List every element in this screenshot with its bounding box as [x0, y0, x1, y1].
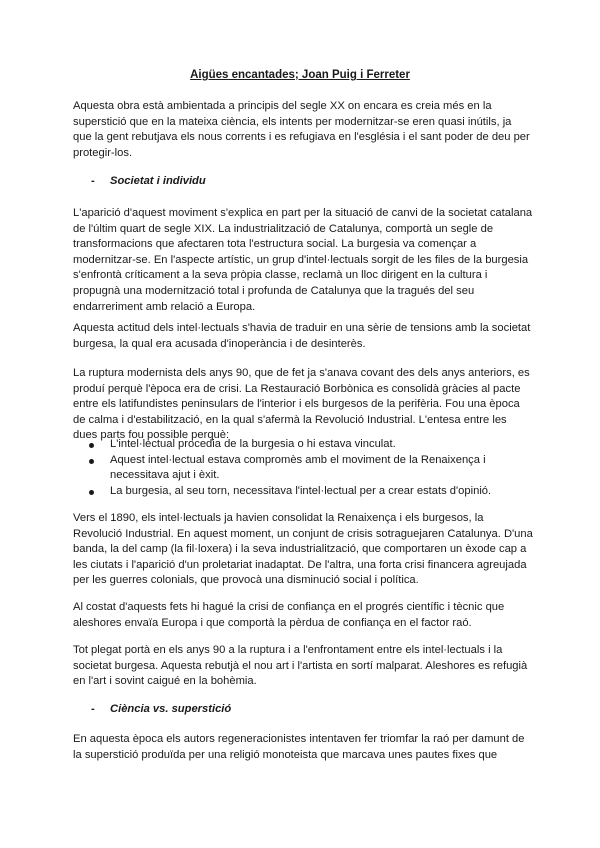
bullet-icon: [89, 490, 94, 495]
paragraph: Aquesta actitud dels intel·lectuals s'havia de traduir en una sèrie de tensions amb la societat burgesa, la qual era acusada d'inoperància i de desinterès.: [73, 322, 531, 350]
list-item: La burgesia, al seu torn, necessitava l'intel·lectual per a crear estats d'opinió.: [73, 484, 533, 500]
paragraph: Vers el 1890, els intel·lectuals ja havien consolidat la Renaixença i els burgesos, la Revolució Industrial. En aquest moment, un conjunt de crisis sotraguejaren Catalunya. D'una banda, la del camp (la fil·loxera) i la seva industrialització, que comportaren un èxode cap a les ciutats i l'aparició d'un proletariat inadaptat. De l'altra, una forta crisi financera agreujada per les guerres colonials, que provocà una disminució social i política.: [73, 512, 533, 587]
paragraph: L'aparició d'aquest moviment s'explica en part per la situació de canvi de la societat catalana de l'últim quart de segle XIX. La industrialització de Catalunya, comportà un segle de transformacions que afectaren tota l'estructura social. La burgesia va començar a modernitzar-se. En l'aspecte artístic, un grup d'intel·lectuals sorgit de les files de la burgesia s'enfrontà críticament a la seva pròpia classe, reclamà un lloc dirigent en la cultura i propugnà una modernització total i profunda de Catalunya que la tragués del seu endarreriment amb relació a Europa.: [73, 207, 533, 313]
document-title: Aigües encantades; Joan Puig i Ferreter: [190, 69, 410, 81]
bullet-icon: [89, 459, 94, 464]
section-dash: -: [91, 175, 95, 187]
bullet-icon: [89, 443, 94, 448]
paragraph: En aquesta època els autors regeneracionistes intentaven fer triomfar la raó per damunt de la superstició produïda per una religió monoteista que marcava unes pautes fixes que: [73, 733, 525, 761]
list-item: L'intel·lectual procedia de la burgesia o hi estava vinculat.: [73, 437, 533, 453]
intro-paragraph: Aquesta obra està ambientada a principis del segle XX on encara es creia més en la superstició que en la mateixa ciència, els intents per modernitzar-se eren quasi inútils, ja que la gent rebutjava els nous corrents i es refugiava en l'església i el sant poder de deu per protegir-los.: [73, 100, 530, 159]
bullet-list: [73, 437, 533, 499]
section-heading-societat: [91, 174, 206, 190]
section-heading-text: Societat i individu: [110, 175, 206, 187]
section-heading-ciencia: [91, 702, 231, 718]
section-heading-text: Ciència vs. superstició: [110, 703, 232, 715]
paragraph: La ruptura modernista dels anys 90, que de fet ja s'anava covant des dels anys anteriors, es produí perquè l'època era de crisi. La Restauració Borbònica es consolidà gràcies al pacte entre els latifundistes peninsulars de l'interior i els burgesos de la perifèria. Fou una època de calma i d'estabilització, en la qual s'afermà la Revolució Industrial. L'entesa entre les dues parts fou possible perquè:: [73, 367, 530, 442]
paragraph: Al costat d'aquests fets hi hagué la crisi de confiança en el progrés científic i tècnic que aleshores envaïa Europa i que comportà la pèrdua de confiança en el factor raó.: [73, 601, 505, 629]
list-item: Aquest intel·lectual estava compromès amb el moviment de la Renaixença i necessitava ajut i èxit.: [73, 453, 533, 484]
section-dash: -: [91, 703, 95, 715]
paragraph: Tot plegat portà en els anys 90 a la ruptura i a l'enfrontament entre els intel·lectuals i la societat burgesa. Aquesta rebutjà el nou art i l'artista en sortí malparat. Aleshores es refugià en l'art i sovint caigué en la bohèmia.: [73, 644, 528, 688]
